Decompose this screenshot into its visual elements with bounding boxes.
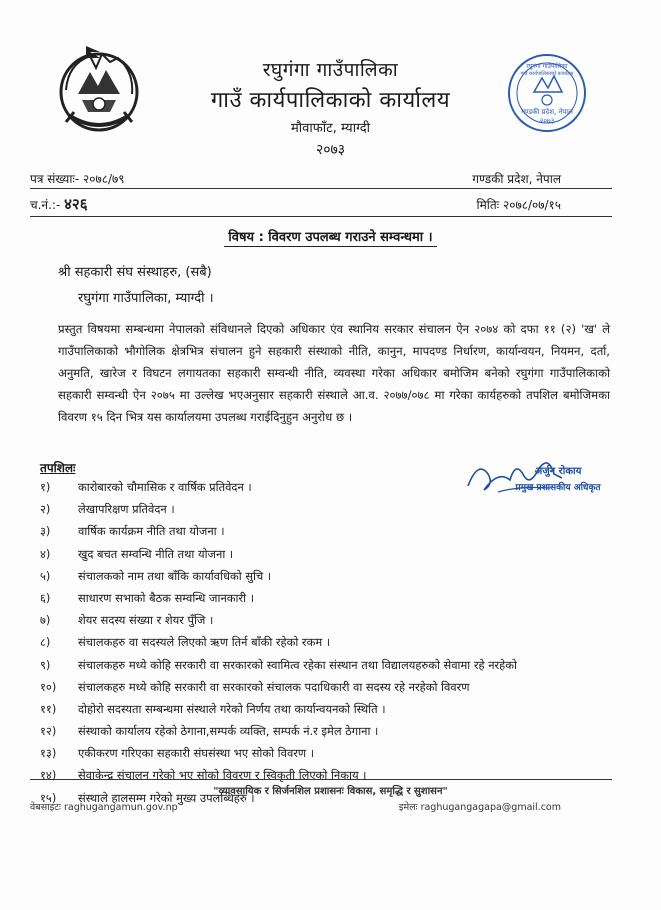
list-item: [40, 720, 620, 742]
list-item-number: ९): [40, 657, 51, 672]
divider: [30, 216, 612, 217]
list-item: [40, 742, 620, 764]
list-item-text: कारोबारको चौमासिक र वार्षिक प्रतिवेदन ।: [78, 480, 252, 494]
list-item-text: शेयर सदस्य संख्या र शेयर पुँजि ।: [78, 613, 214, 628]
list-item-number: ५): [40, 568, 51, 583]
footer-motto: "व्यावसायिक र सिर्जनशिल प्रशासनः विकास, समृद्धि र सुशासन": [213, 786, 448, 797]
list-item-number: २): [40, 502, 51, 517]
letter-number-label: पत्र संख्याः-: [30, 172, 80, 186]
list-item-text: संस्थाको कार्यालय रहेको ठेगाना,सम्पर्क व्यक्ति, सम्पर्क नं.र इमेल ठेगाना ।: [78, 724, 379, 739]
office-location: मौवाफाँट, म्याग्दी: [291, 121, 370, 136]
province: गण्डकी प्रदेश, नेपाल: [472, 172, 561, 186]
seal-line2: गाउँ कार्यपालिकाको कार्यालय: [520, 71, 574, 77]
list-item-text: संचालकहरु वा सदस्यले लिएको ऋण तिर्न बाँकी रहेको रकम ।: [78, 635, 331, 650]
list-item-number: ८): [40, 635, 51, 650]
list-item-text: संस्थाले हालसम्म गरेको मुख्य उपलब्धिहरु ।: [78, 790, 255, 805]
footer-website: वेबसाइटः raghugangamun.gov.np: [30, 802, 178, 813]
list-item-text: संचालकहरु मध्ये कोहि सरकारी वा सरकारको संचालक पदाधिकारी वा सदस्य रहे नरहेको विवरण: [78, 679, 470, 694]
date-label: मितिः: [476, 198, 500, 212]
list-item-number: ११): [40, 701, 57, 716]
list-item-text: संचालकको नाम तथा बाँकि कार्यावधिको सुचि ।: [78, 568, 272, 583]
established-year: २०७३: [315, 142, 346, 158]
office-seal-icon: [506, 52, 588, 134]
date-value: २०७८/०७/१५: [502, 198, 561, 212]
recipient-line-2: रघुगंगा गाउँपालिका, म्याग्दी ।: [78, 291, 214, 306]
letter-number-value: २०७८/७९: [83, 172, 125, 186]
list-item: [40, 654, 620, 676]
list-item: [40, 565, 620, 587]
list-item-text: वार्षिक कार्यक्रम नीति तथा योजना ।: [78, 524, 225, 539]
seal-line4: २०७३: [539, 117, 555, 125]
list-item-number: ३): [40, 524, 51, 539]
list-item: [40, 587, 620, 609]
list-item-text: सेवाकेन्द्र संचालन गरेको भए सोको विवरण र स्विकृती लिएको निकाय ।: [78, 768, 367, 783]
list-item-number: १०): [40, 679, 57, 694]
list-item: [40, 609, 620, 631]
subject-text: विषय : विवरण उपलब्ध गराउने सम्वन्धमा ।: [224, 227, 436, 247]
list-item-number: ६): [40, 590, 51, 605]
list-item-number: ४): [40, 546, 51, 561]
dispatch-number-label: च.नं.:-: [30, 198, 61, 212]
office-name: गाउँ कार्यपालिकाको कार्यालय: [210, 88, 451, 113]
signature: [458, 440, 608, 520]
dispatch-number-value: ४२६: [64, 195, 88, 213]
letter-date: [477, 196, 562, 213]
divider: [30, 188, 612, 189]
subject-line: [0, 226, 661, 247]
footer-divider: [30, 779, 612, 780]
list-item-number: १): [40, 480, 51, 494]
footer-email: इमेलः raghugangagapa@gmail.com: [398, 802, 561, 813]
list-item-number: १४): [40, 768, 57, 783]
details-list: [40, 476, 620, 809]
list-item-number: १५): [40, 790, 57, 805]
list-item-number: ७): [40, 613, 51, 628]
list-item-text: लेखापरिक्षण प्रतिवेदन ।: [78, 502, 175, 517]
list-item-text: संचालकहरु मध्ये कोहि सरकारी वा सरकारको स्वामित्व रहेका संस्थान तथा विद्यालयहरुको सेवामा रहे नरहेको: [78, 657, 517, 672]
body-paragraph: प्रस्तुत विषयमा सम्बन्धमा नेपालको संविधानले दिएको अधिकार एंव स्थानिय सरकार संचालन ऐन २०७४ को दफा ११ (२) 'ख' ले गाउँपालिकाको भौगोलिक क्षेत्रभित्र संचालन हुने सहकारी संस्थाको नीति, कानुन, मापदण्ड निर्धारण, कार्यान्वयन, नियमन, दर्ता, अनुमति, खारेज र विघटन लगायतका सहकारी सम्वन्धी नीति, व्यवस्था गरेका अधिकार बमोजिम बनेको रघुगंगा गाउँपालिकाको सहकारी सम्वन्धी ऐन २०७५ मा उल्लेख भएअनुसार सहकारी संस्थाले आ.व. २०७७/०७८ मा गरेका कार्यहरुको तपशिल बमोजिमका विवरण १५ दिन भित्र यस कार्यालयमा उपलब्ध गराईदिनुहुन अनुरोध छ ।: [58, 322, 610, 424]
signatory-name: अर्जुन रोकाय: [534, 466, 582, 477]
list-item-text: साधारण सभाको बैठक सम्वन्धि जानकारी ।: [78, 590, 255, 605]
list-item-number: १२): [40, 724, 57, 739]
list-item-number: १३): [40, 746, 57, 761]
list-item: [40, 631, 620, 653]
list-item-text: एकीकरण गरिएका सहकारी संघसंस्था भए सोको विवरण ।: [78, 746, 315, 761]
list-title: तपशिलः: [40, 461, 76, 475]
dispatch-number: [30, 194, 88, 214]
municipality-name: रघुगंगा गाउँपालिका: [262, 59, 399, 81]
list-item-text: दोहोरो सदस्यता सम्बन्धमा संस्थाले गरेको निर्णय तथा कार्यान्वयनको स्थिति ।: [78, 701, 386, 716]
recipient-line-1: श्री सहकारी संघ संस्थाहरु, (सबै): [58, 265, 212, 280]
list-item-text: खुद बचत सम्वन्धि नीति तथा योजना ।: [78, 546, 234, 561]
list-item: [40, 520, 620, 542]
letter-number: [30, 170, 125, 187]
signatory-title: प्रमुख प्रशासकीय अधिकृत: [515, 483, 601, 493]
seal-line1: रघुगंगा गाउँपालिका: [526, 63, 568, 70]
list-item: [40, 676, 620, 698]
seal-line3: गण्डकी प्रदेश, नेपाल: [521, 108, 573, 116]
list-item: [40, 543, 620, 565]
list-item: [40, 698, 620, 720]
